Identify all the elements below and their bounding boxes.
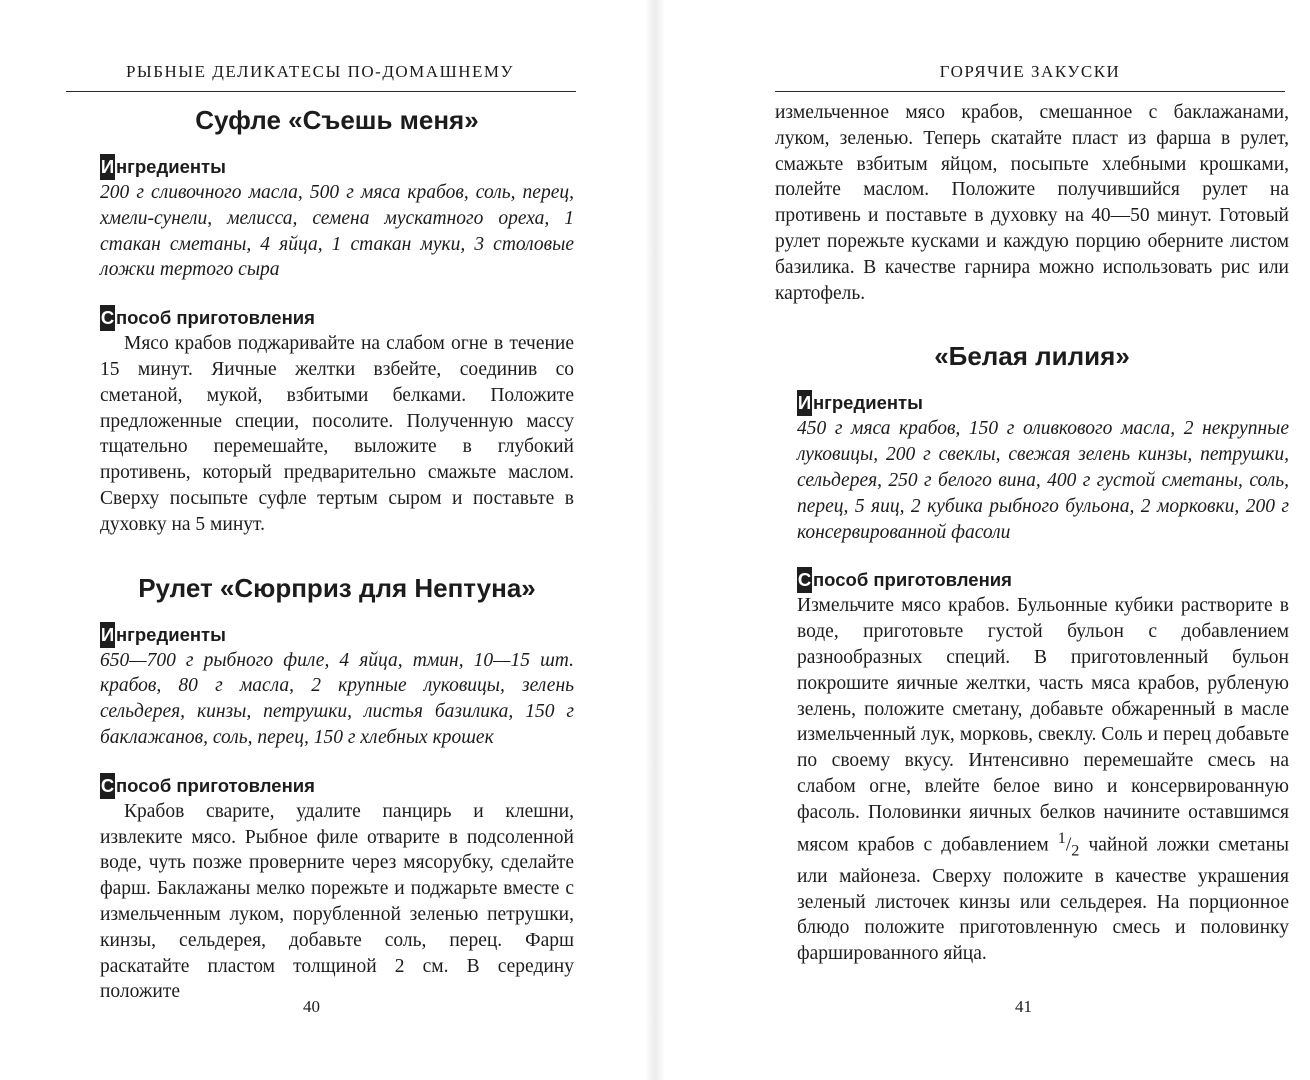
method-heading: [100, 773, 574, 799]
ingredients-heading: [100, 154, 574, 180]
page-number-right: 41: [1015, 997, 1032, 1016]
left-header-rule: [66, 91, 576, 92]
fraction-denominator: 2: [1071, 840, 1080, 859]
method-text-rulet: Крабов сварите, удалите панцирь и клешни, извлеките мясо. Рыбное филе отварите в подсоленной воде, чуть позже проверните через мясорубку, сделайте фарш. Баклажаны мелко порежьте и поджарьте вместе с измельченным луком, порубленной зеленью петрушки, кинзы, сельдерея, добавьте соль, перец. Фарш раскатайте пластом толщиной 2 см. В середину положите: [100, 800, 574, 1003]
right-page-body: [775, 100, 1289, 967]
heading-initial: С: [100, 773, 115, 799]
heading-rest: пособ приготовления: [116, 307, 315, 329]
heading-rest: нгредиенты: [116, 156, 226, 177]
ingredients-heading: [797, 390, 1289, 416]
left-running-head: РЫБНЫЕ ДЕЛИКАТЕСЫ ПО-ДОМАШНЕМУ: [125, 62, 515, 81]
heading-rest: нгредиенты: [813, 392, 923, 414]
recipe-title-belaya-liliya: «Белая лилия»: [934, 341, 1130, 372]
right-page: [655, 0, 1310, 1080]
right-running-head: ГОРЯЧИЕ ЗАКУСКИ: [939, 62, 1121, 81]
heading-initial: И: [100, 622, 115, 648]
heading-initial: И: [797, 390, 812, 416]
heading-initial: И: [100, 154, 115, 180]
recipe-title-souffle: Суфле «Съешь меня»: [195, 105, 479, 135]
method-heading: [100, 305, 574, 331]
recipe-block-belaya-liliya: [775, 390, 1289, 593]
heading-rest: нгредиенты: [116, 623, 226, 645]
method-part-1: Измельчите мясо крабов. Бульонные кубики растворите в воде, приготовьте густой бульон с добавлением разнообразных специй. В приготовленный бульон покрошите яичные желтки, часть мяса крабов, рубленую зелень, положите сметану, добавьте обжаренный в масле измельченный лук, морковь, свеклу. Соль и перец добавьте по своему вкусу. Интенсивно перемешайте смесь на слабом огне, влейте белое вино и консервированную фасоль. Половинки яичных белков начините оставшимся мясом крабов с добавлением: [797, 595, 1289, 856]
fraction-numerator: 1: [1057, 828, 1066, 847]
method-text-souffle: Мясо крабов поджаривайте на слабом огне в течение 15 минут. Яичные желтки взбейте, соединив со сметаной, мукой, взбитыми белками. Положите предложенные специи, посолите. Полученную массу тщательно перемешайте, выложите в глубокий противень, который предварительно смажьте маслом. Сверху посыпьте суфле тертым сыром и поставьте в духовку на 5 минут.: [100, 333, 574, 535]
method-text-belaya-liliya: Измельчите мясо крабов. Бульонные кубики растворите в воде, приготовьте густой бульон с добавлением разнообразных специй. В приготовленный бульон покрошите яичные желтки, часть мяса крабов, рубленую зелень, положите сметану, добавьте обжаренный в масле измельченный лук, морковь, свеклу. Соль и перец добавьте по своему вкусу. Интенсивно перемешайте смесь на слабом огне, влейте белое вино и консервированную фасоль. Половинки яичных белков начините оставшимся мясом крабов с добавлением $^1/_2$ чайной ложки сметаны или майонеза. Сверху положите в качестве украшения зеленый листочек кинзы или сельдерея. На порционное блюдо положите приготовленную смесь и половинку фаршированного яйца.: [797, 595, 1290, 965]
heading-rest: пособ приготовления: [116, 774, 315, 796]
recipe-title-rulet: Рулет «Сюрприз для Нептуна»: [138, 572, 536, 603]
ingredients-heading: [100, 622, 574, 648]
method-heading: [797, 567, 1289, 593]
continuation-text: измельченное мясо крабов, смешанное с баклажанами, луком, зеленью. Теперь скатайте пласт из фарша в рулет, смажьте взбитым яйцом, посыпьте хлебными крошками, полейте маслом. Положите получившийся рулет на противень и поставьте в духовку на 40—50 минут. Готовый рулет порежьте кусками и каждую порцию оберните листом базилика. В качестве гарнира можно использовать рис или картофель.: [775, 102, 1289, 304]
ingredients-text-belaya-liliya: 450 г мяса крабов, 150 г оливкового масла, 2 некрупные луковицы, 200 г свеклы, свежая зелень кинзы, петрушки, сельдерея, 250 г белого вина, 400 г густой сметаны, соль, перец, 5 яиц, 2 кубика рыбного бульона, 2 морковки, 200 г консервированной фасоли: [797, 418, 1289, 543]
heading-initial: С: [797, 567, 812, 593]
method-part-2: чайной ложки сметаны или майонеза. Сверху положите в качестве украшения зеленый листочек кинзы или сельдерея. На порционное блюдо положите приготовленную смесь и половинку фаршированного яйца.: [797, 834, 1290, 965]
heading-rest: пособ приготовления: [813, 569, 1012, 591]
ingredients-text-rulet: 650—700 г рыбного филе, 4 яйца, тмин, 10—15 шт. крабов, 80 г масла, 2 крупные луковицы, зелень сельдерея, кинзы, петрушки, листья базилика, 150 г баклажанов, соль, перец, 150 г хлебных крошек: [100, 649, 574, 748]
ingredients-text-souffle: 200 г сливочного масла, 500 г мяса крабов, соль, перец, хмели-сунели, мелисса, семена мускатного ореха, 1 стакан сметаны, 4 яйца, 1 стакан муки, 3 столовые ложки тертого сыра: [100, 182, 574, 281]
left-page-body: [100, 100, 574, 1005]
heading-initial: С: [100, 305, 115, 331]
right-header-rule: [775, 91, 1285, 92]
page-number-left: 40: [303, 997, 320, 1016]
